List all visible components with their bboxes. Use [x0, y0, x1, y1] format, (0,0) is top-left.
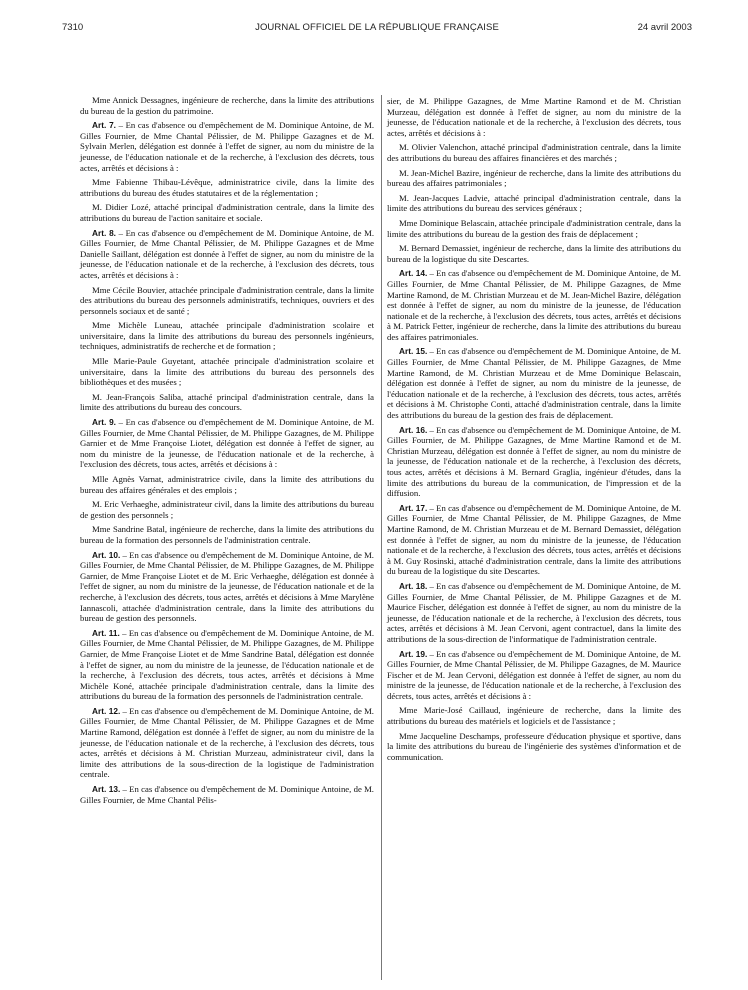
- page-header: [62, 22, 692, 38]
- text-paragraph: [80, 285, 374, 317]
- paragraph-text: – En cas d'absence ou d'empêchement de M. Dominique Antoine, de M. Gilles Fournier, de Mme Chantal Pélissier, de M. Philippe Gazagnes et de M. Maurice Fischer, délégation est donnée à l'effet de signer, au nom du ministre de la jeunesse, de l'éducation nationale et de la recherche, à l'exclusion des décrets, tous actes, arrêtés et décisions à M. Jean Cervoni, agent contractuel, dans la limite des attributions de la sous-direction de l'informatique de l'administration centrale.: [387, 580, 681, 644]
- article-paragraph: [80, 417, 374, 470]
- paragraph-text: Mme Fabienne Thibau-Lévêque, administratrice civile, dans la limite des attributions du bureau des études statutaires et de la réglementation ;: [80, 177, 374, 198]
- text-paragraph: [80, 177, 374, 198]
- article-label: Art. 12.: [92, 705, 121, 716]
- article-label: Art. 11.: [92, 627, 120, 638]
- paragraph-text: – En cas d'absence ou d'empêchement de M. Dominique Antoine, de M. Gilles Fournier, de Mme Chantal Pélissier, de M. Philippe Gazagnes, de M. Philippe Garnier, de Mme Françoise Liotet et de Mme Sandrine Batal, délégation est donnée à l'effet de signer, au nom du ministre de la jeunesse, de l'éducation nationale et de la recherche, à l'exclusion des décrets, tous actes, arrêtés et décisions à Mme Michèle Koné, attachée principale d'administration centrale, dans la limite des attributions du bureau de la formation des personnels de l'administration centrale.: [80, 627, 374, 702]
- text-paragraph: [80, 202, 374, 223]
- text-paragraph: [387, 142, 681, 163]
- article-label: Art. 15.: [399, 346, 428, 357]
- paragraph-text: – En cas d'absence ou d'empêchement de M. Dominique Antoine, de M. Gilles Fournier, de Mme Chantal Pélissier, de M. Philippe Gazagnes et de M. Sylvain Merlen, délégation est donnée à l'effet de signer, au nom du ministre de la jeunesse, de l'éducation nationale et de la recherche, à l'exclusion des décrets, tous actes, arrêtés et décisions à :: [80, 120, 375, 173]
- article-label: Art. 18.: [399, 580, 428, 591]
- article-label: Art. 13.: [92, 784, 121, 795]
- text-paragraph: [80, 499, 374, 520]
- left-column: [80, 95, 374, 809]
- paragraph-text: – En cas d'absence ou d'empêchement de M. Dominique Antoine, de M. Gilles Fournier, de Mme Chantal Pélissier, de M. Philippe Gazagnes, de M. Maurice Fischer et de M. Jean Cervoni, délégation est donnée à l'effet de signer, au nom du ministre de la jeunesse, de l'éducation nationale et de la recherche, à l'exclusion des décrets, tous actes, arrêtés et décisions à :: [387, 648, 681, 701]
- paragraph-text: – En cas d'absence ou d'empêchement de M. Dominique Antoine, de M. Gilles Fournier, de Mme Chantal Pélissier, de M. Philippe Gazagnes, de Mme Martine Ramond, de M. Christian Murzeau et de M. Jean-Michel Bazire, délégation est donnée à l'effet de signer, au nom du ministre de la jeunesse, de l'éducation nationale et de la recherche, à l'exclusion des décrets, tous actes, arrêtés et décisions à M. Patrick Fetter, ingénieur de recherche, dans la limite des attributions du bureau des affaires patrimoniales.: [387, 268, 681, 342]
- paragraph-text: M. Eric Verhaeghe, administrateur civil, dans la limite des attributions du bureau de gestion des personnels ;: [80, 499, 374, 520]
- article-paragraph: [387, 346, 681, 420]
- journal-title: JOURNAL OFFICIEL DE LA RÉPUBLIQUE FRANÇAISE: [255, 22, 499, 33]
- article-paragraph: [387, 503, 681, 577]
- paragraph-text: Mme Marie-José Caillaud, ingénieure de recherche, dans la limite des attributions du bureau des matériels et logiciels et de l'assistance ;: [387, 705, 681, 727]
- article-paragraph: [387, 425, 681, 499]
- issue-date: 24 avril 2003: [637, 22, 692, 33]
- text-paragraph: [80, 392, 374, 413]
- paragraph-text: Mme Jacqueline Deschamps, professeure d'éducation physique et sportive, dans la limite des attributions du bureau de l'ingénierie des systèmes d'information et de communication.: [387, 730, 681, 762]
- page-number: 7310: [62, 22, 84, 33]
- article-label: Art. 7.: [92, 120, 116, 131]
- article-label: Art. 14.: [399, 268, 428, 279]
- text-paragraph: [387, 218, 681, 239]
- paragraph-text: M. Olivier Valenchon, attaché principal d'administration centrale, dans la limite des attributions du bureau des affaires financières et des marchés ;: [387, 142, 681, 163]
- paragraph-text: Mme Michèle Luneau, attachée principale d'administration scolaire et universitaire, dans la limite des attributions du bureau des personnels ingénieurs, techniques, administratifs de recherche et de formation ;: [80, 320, 374, 352]
- paragraph-text: – En cas d'absence ou d'empêchement de M. Dominique Antoine, de M. Gilles Fournier, de Mme Chantal Pélissier, de M. Philippe Gazagnes, de Mme Martine Ramond, de M. Christian Murzeau et de M. Bernard Demassiet, délégation est donnée à l'effet de signer, au nom du ministre de la jeunesse, de l'éducation nationale et de la recherche, à l'exclusion des décrets, tous actes, arrêtés et décisions à M. Guy Rosinski, attaché d'administration centrale, dans la limite des attributions du bureau de la logistique du site Descartes.: [387, 502, 681, 577]
- column-divider: [381, 95, 382, 980]
- text-paragraph: [387, 243, 681, 264]
- text-paragraph: [387, 96, 681, 138]
- paragraph-text: – En cas d'absence ou d'empêchement de M. Dominique Antoine, de M. Gilles Fournier, de Mme Chantal Pélis-: [80, 784, 374, 805]
- text-paragraph: [387, 168, 681, 189]
- article-label: Art. 16.: [399, 424, 428, 435]
- text-paragraph: [80, 320, 374, 352]
- paragraph-text: Mme Dominique Belascain, attachée principale d'administration centrale, dans la limite des attributions du bureau de la gestion des frais de déplacement ;: [387, 217, 681, 239]
- paragraph-text: M. Bernard Demassiet, ingénieur de recherche, dans la limite des attributions du bureau de la logistique du site Descartes.: [387, 243, 681, 264]
- paragraph-text: – En cas d'absence ou d'empêchement de M. Dominique Antoine, de M. Gilles Fournier, de Mme Chantal Pélissier, de M. Philippe Gazagnes, de Mme Martine Ramond, de M. Christian Murzeau et de Mme Dominique Belascain, délégation est donnée à l'effet de signer, au nom du ministre de la jeunesse, de l'éducation nationale et de la recherche, à l'exclusion des décrets, tous actes, arrêtés et décisions à M. Christophe Conti, attaché d'administration centrale, dans la limite des attributions du bureau de la gestion des frais de déplacement.: [387, 346, 681, 421]
- paragraph-text: M. Jean-Michel Bazire, ingénieur de recherche, dans la limite des attributions du bureau des affaires patrimoniales ;: [387, 167, 681, 189]
- text-paragraph: [80, 95, 374, 116]
- text-paragraph: [80, 524, 374, 545]
- article-label: Art. 8.: [92, 227, 116, 238]
- article-label: Art. 17.: [399, 502, 428, 513]
- paragraph-text: M. Jean-François Saliba, attaché principal d'administration centrale, dans la limite des attributions du bureau des concours.: [80, 391, 374, 413]
- paragraph-text: Mme Sandrine Batal, ingénieure de recherche, dans la limite des attributions du bureau de la formation des personnels de l'administration centrale.: [80, 524, 374, 545]
- paragraph-text: – En cas d'absence ou d'empêchement de M. Dominique Antoine, de M. Gilles Fournier, de Mme Chantal Pélissier, de M. Philippe Gazagnes, de M. Philippe Garnier, de Mme Françoise Liotet et de M. Eric Verhaeghe, délégation est donnée à l'effet de signer, au nom du ministre de la jeunesse, de l'éducation nationale et de la recherche, à l'exclusion des décrets, tous actes, arrêtés et décisions à Mme Marylène Iannascoli, attachée d'administration centrale, dans la limite des attributions du bureau de gestion des personnels.: [80, 549, 374, 624]
- paragraph-text: M. Didier Lozé, attaché principal d'administration centrale, dans la limite des attributions du bureau de l'action sanitaire et sociale.: [80, 202, 374, 223]
- article-label: Art. 9.: [92, 417, 116, 428]
- text-paragraph: [387, 193, 681, 214]
- text-paragraph: [387, 705, 681, 726]
- paragraph-text: – En cas d'absence ou d'empêchement de M. Dominique Antoine, de M. Gilles Fournier, de Mme Chantal Pélissier, de M. Philippe Gazagnes et de Mme Danielle Saillant, délégation est donnée à l'effet de signer, au nom du ministre de la jeunesse, de l'éducation nationale et de la recherche, à l'exclusion des décrets, tous actes, arrêtés et décisions à :: [80, 227, 375, 280]
- paragraph-text: Mme Annick Dessagnes, ingénieure de recherche, dans la limite des attributions du bureau de la gestion du patrimoine.: [80, 95, 374, 116]
- article-paragraph: [387, 649, 681, 702]
- article-paragraph: [80, 628, 374, 702]
- paragraph-text: – En cas d'absence ou d'empêchement de M. Dominique Antoine, de M. Gilles Fournier, de M. Philippe Gazagnes, de Mme Martine Ramond et de M. Christian Murzeau, délégation est donnée à l'effet de signer, au nom du ministre de la jeunesse, de l'éducation nationale et de la recherche, à l'exclusion des décrets, tous actes, arrêtés et décisions à M. Bernard Graglia, ingénieur d'études, dans la limite des attributions du bureau de la communication, de l'impression et de la diffusion.: [387, 424, 681, 499]
- article-paragraph: [80, 120, 374, 173]
- paragraph-text: Mme Cécile Bouvier, attachée principale d'administration centrale, dans la limite des attributions du bureau des personnels administratifs, techniques, ouvriers et des personnels sociaux et de santé ;: [80, 284, 374, 316]
- article-paragraph: [387, 581, 681, 645]
- article-label: Art. 19.: [399, 648, 428, 659]
- right-column: [387, 96, 681, 766]
- paragraph-text: Mlle Agnès Varnat, administratrice civile, dans la limite des attributions du bureau des affaires générales et des emplois ;: [80, 474, 374, 495]
- article-label: Art. 10.: [92, 549, 121, 560]
- paragraph-text: – En cas d'absence ou d'empêchement de M. Dominique Antoine, de M. Gilles Fournier, de Mme Chantal Pélissier, de M. Philippe Gazagnes et de Mme Martine Ramond, délégation est donnée à l'effet de signer, au nom du ministre de la jeunesse, de l'éducation nationale et de la recherche, à l'exclusion des décrets, tous actes, arrêtés et décisions à M. Christian Murzeau, administrateur civil, dans la limite des attributions de la sous-direction de la logistique de l'administration centrale.: [80, 705, 374, 780]
- text-paragraph: [80, 474, 374, 495]
- article-paragraph: [80, 228, 374, 281]
- text-paragraph: [387, 731, 681, 763]
- paragraph-text: sier, de M. Philippe Gazagnes, de Mme Martine Ramond et de M. Christian Murzeau, délégation est donnée à l'effet de signer, au nom du ministre de la jeunesse, de l'éducation nationale et de la recherche, à l'exclusion des décrets, tous actes, arrêtés et décisions à :: [387, 96, 681, 138]
- article-paragraph: [80, 550, 374, 624]
- article-paragraph: [80, 706, 374, 780]
- text-paragraph: [80, 356, 374, 388]
- article-paragraph: [80, 784, 374, 805]
- article-paragraph: [387, 268, 681, 342]
- paragraph-text: Mlle Marie-Paule Guyetant, attachée principale d'administration scolaire et universitaire, dans la limite des attributions du bureau des personnels des bibliothèques et des musées ;: [80, 356, 374, 388]
- paragraph-text: – En cas d'absence ou d'empêchement de M. Dominique Antoine, de M. Gilles Fournier, de Mme Chantal Pélissier, de M. Philippe Gazagnes, de M. Philippe Garnier et de Mme Françoise Liotet, délégation est donnée à l'effet de signer, au nom du ministre de la jeunesse, de l'éducation nationale et de la recherche, à l'exclusion des décrets, tous actes, arrêtés et décisions à :: [80, 417, 375, 470]
- paragraph-text: M. Jean-Jacques Ladvie, attaché principal d'administration centrale, dans la limite des attributions du bureau des services généraux ;: [387, 192, 681, 214]
